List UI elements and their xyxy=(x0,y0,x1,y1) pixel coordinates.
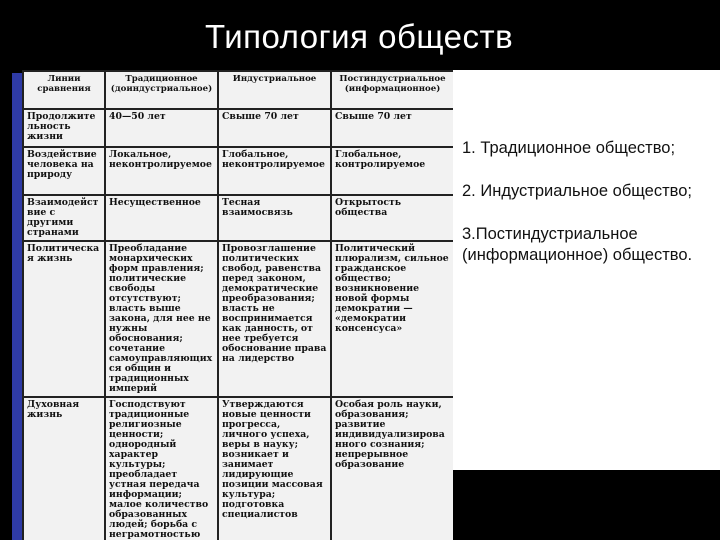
header-cell: Линии сравнения xyxy=(23,71,105,109)
comparison-table-image xyxy=(22,70,453,540)
list-item: 2. Индустриальное общество; xyxy=(462,182,693,200)
table-cell: 40—50 лет xyxy=(105,109,218,147)
table-cell: Воздействие человека на природу xyxy=(23,147,105,195)
table-cell: Взаимодействие с другими странами xyxy=(23,195,105,241)
table-cell: Господствуют традиционные религиозные ценности; однородный характер культуры; преобладает устная передача информации; малое количество образованных людей; борьба с неграмотностью xyxy=(105,397,218,540)
table-row xyxy=(23,147,453,195)
table-cell: Открытость общества xyxy=(331,195,453,241)
table-cell: Свыше 70 лет xyxy=(331,109,453,147)
society-types-list xyxy=(462,138,720,288)
table-cell: Духовная жизнь xyxy=(23,397,105,540)
table-cell: Политическая жизнь xyxy=(23,241,105,397)
table-cell: Политический плюрализм, сильное гражданское общество; возникновение новой формы демократии — «демократии консенсуса» xyxy=(331,241,453,397)
table-cell: Тесная взаимосвязь xyxy=(218,195,331,241)
list-item: 3.Постиндустриальное (информационное) общество. xyxy=(462,225,693,264)
table-cell: Провозглашение политических свобод, равенства перед законом, демократические преобразования; власть не воспринимается как данность, от нее требуется обоснование права на лидерство xyxy=(218,241,331,397)
table-row xyxy=(23,195,453,241)
left-accent-bar xyxy=(12,73,22,540)
header-cell: Постиндустриальное (информационное) xyxy=(331,71,453,109)
slide-title: Типология обществ xyxy=(205,18,514,55)
comparison-table xyxy=(22,70,453,540)
table-cell: Свыше 70 лет xyxy=(218,109,331,147)
table-cell: Глобальное, неконтролируемое xyxy=(218,147,331,195)
table-row xyxy=(23,109,453,147)
table-cell: Несущественное xyxy=(105,195,218,241)
table-row xyxy=(23,241,453,397)
table-header-row xyxy=(23,71,453,109)
header-cell: Индустриальное xyxy=(218,71,331,109)
table-cell: Утверждаются новые ценности прогресса, личного успеха, веры в науку; возникает и занимает лидирующие позиции массовая культура; подготовка специалистов xyxy=(218,397,331,540)
table-cell: Особая роль науки, образования; развитие индивидуализированного сознания; непрерывное образование xyxy=(331,397,453,540)
list-item: 1. Традиционное общество; xyxy=(462,139,676,157)
table-cell: Локальное, неконтролируемое xyxy=(105,147,218,195)
header-cell: Традиционное (доиндустриальное) xyxy=(105,71,218,109)
table-cell: Преобладание монархических форм правления; политические свободы отсутствуют; власть выше закона, для нее не нужны обоснования; сочетание самоуправляющихся общин и традиционных империй xyxy=(105,241,218,397)
table-cell: Глобальное, контролируемое xyxy=(331,147,453,195)
table-row xyxy=(23,397,453,540)
table-cell: Продолжительность жизни xyxy=(23,109,105,147)
